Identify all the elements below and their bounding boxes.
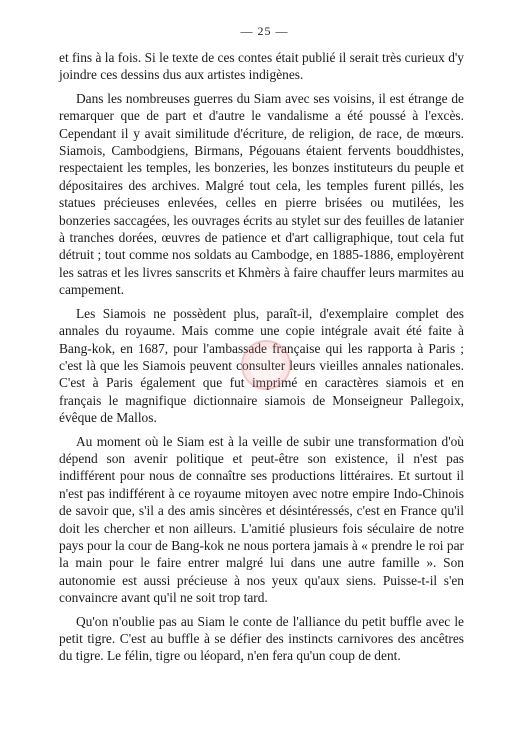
paragraph-annals: Les Siamois ne possèdent plus, paraît-il, d'exemplaire complet des annales du royaume. Mais comme une copie intégrale avait été faite à Bang-kok, en 1687, pour l'ambassade française qui les rapporta à Paris ; c'est là que les Siamois peuvent consulter leurs vieilles annales nationales. C'est à Paris également que fut imprimé en caractères siamois et en français le magnifique dictionnaire siamois de Monseigneur Pallegoix, évêque de Mallos. [59, 305, 464, 426]
paragraph-wars: Dans les nombreuses guerres du Siam avec ses voisins, il est étrange de remarquer que de part et d'autre le vandalisme a été poussé à l'excès. Cependant il y avait similitude d'écriture, de religion, de race, de mœurs. Siamois, Cambodgiens, Birmans, Pégouans étaient fervents bouddhistes, respectaient les temples, les bonzeries, les bonzes instituteurs du peuple et dépositaires des archives. Malgré tout cela, les temples furent pillés, les statues précieuses enlevées, celles en pierre brisées ou mutilées, les bonzeries saccagées, les ouvrages écrits au stylet sur des feuilles de latanier à tranches dorées, œuvres de patience et d'art calligraphique, tout cela fut détruit ; tout comme nos soldats au Cambodge, en 1885-1886, employèrent les satras et les livres sanscrits et Khmèrs à faire chauffer leurs marmites au campement. [59, 90, 464, 298]
body-text [59, 49, 464, 671]
paragraph-buffalo-tiger: Qu'on n'oublie pas au Siam le conte de l'alliance du petit buffle avec le petit tigre. C'est au buffle à se défier des instincts carnivores des ancêtres du tigre. Le félin, tigre ou léopard, n'en fera qu'un coup de dent. [59, 613, 464, 664]
paragraph-transformation: Au moment où le Siam est à la veille de subir une transformation d'où dépend son avenir politique et peut-être son existence, il n'est pas indifférent pour nous de connaître ses productions littéraires. Et surtout il n'est pas indifférent à ce royaume mitoyen avec notre empire Indo-Chinois de savoir que, s'il a des amis sincères et désintéressés, c'est en France qu'il doit les chercher et non ailleurs. L'amitié plusieurs fois séculaire de notre pays pour la cour de Bang-kok ne nous portera jamais à « prendre le roi par la main pour le faire entrer malgré lui dans une autre famille ». Son autonomie est aussi précieuse à nos yeux qu'aux siens. Puisse-t-il s'en convaincre avant qu'il ne soit trop tard. [59, 433, 464, 606]
paragraph-continuation: et fins à la fois. Si le texte de ces contes était publié il serait très curieux d'y joindre ces dessins dus aux artistes indigènes. [59, 50, 464, 83]
page-number: — 25 — [240, 24, 289, 38]
